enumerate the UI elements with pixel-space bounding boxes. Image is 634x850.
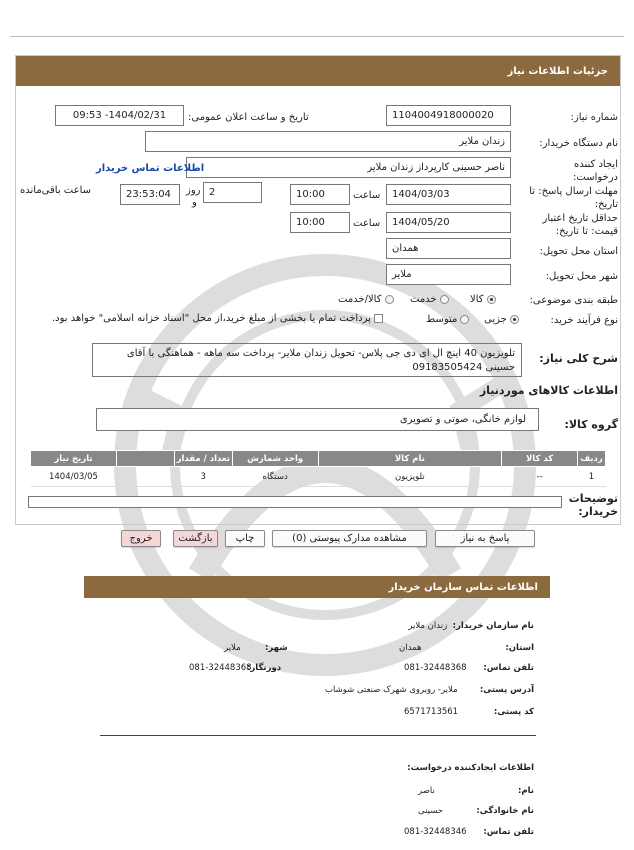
validity-date-field: 1404/05/20 <box>386 212 511 233</box>
description-label: شرح کلی نیاز: <box>539 352 618 365</box>
buyer-org-field: زندان ملایر <box>145 131 511 152</box>
announce-field: 1404/02/31- 09:53 <box>55 105 184 126</box>
deadline-label: مهلت ارسال پاسخ: تا تاریخ: <box>529 186 618 210</box>
and-label: و <box>192 197 197 208</box>
remaining-time-field: 23:53:04 <box>120 184 180 205</box>
goods-group-field: لوازم خانگی، صوتی و تصویری <box>96 408 539 431</box>
col-name: نام کالا <box>318 451 502 467</box>
radio-icon <box>460 315 469 324</box>
col-qty: تعداد / مقدار <box>174 451 232 467</box>
announce-label: تاریخ و ساعت اعلان عمومی: <box>188 112 309 123</box>
creator-phone: 081-32448346 <box>404 827 467 837</box>
contact-address: ملایر- روبروی شهرک صنعتی شوشاب <box>325 685 458 695</box>
contact-fax-label: دورنگار: <box>247 663 282 673</box>
category-goods-radio[interactable]: کالا <box>470 294 496 305</box>
back-button[interactable]: بازگشت <box>173 530 218 547</box>
validity-label: حداقل تاریخ اعتبار قیمت: تا تاریخ: <box>542 213 618 237</box>
creator-family-label: نام خانوادگی: <box>476 806 534 816</box>
contact-section-title: اطلاعات تماس سازمان خریدار <box>84 576 550 598</box>
validity-time-label: ساعت <box>353 218 381 229</box>
days-label: روز <box>186 185 201 196</box>
goods-table <box>30 450 606 487</box>
page-title: جزئیات اطلاعات نیاز <box>16 56 620 86</box>
goods-table-header <box>31 451 606 467</box>
creator-phone-label: تلفن تماس: <box>483 827 534 837</box>
top-divider <box>10 36 624 37</box>
col-code: کد کالا <box>502 451 578 467</box>
attachments-button[interactable]: مشاهده مدارک پیوستی (0) <box>272 530 427 547</box>
deadline-time-field: 10:00 <box>290 184 350 205</box>
remaining-days-field: 2 <box>203 182 262 203</box>
table-row: 1 -- تلویزیون دستگاه 3 1404/03/05 <box>31 467 606 487</box>
deadline-date-field: 1404/03/03 <box>386 184 511 205</box>
contact-city: ملایر <box>224 643 241 653</box>
creator-info-title: اطلاعات ایجادکننده درخواست: <box>407 763 534 773</box>
contact-postal: 6571713561 <box>404 707 459 717</box>
radio-selected-icon <box>510 315 519 324</box>
creator-name: ناصر <box>418 786 435 796</box>
city-label: شهر محل تحویل: <box>545 271 618 282</box>
contact-org: نام سازمان خریدار: زندان ملایر <box>408 621 534 631</box>
radio-icon <box>440 295 449 304</box>
contact-postal-label: کد پستی: <box>493 707 534 717</box>
city-field: ملایر <box>386 264 511 285</box>
contact-province: همدان <box>399 643 422 653</box>
buyer-contact-link[interactable]: اطلاعات تماس خریدار <box>96 163 205 174</box>
process-type-label: نوع فرآیند خرید: <box>550 315 618 326</box>
radio-icon <box>385 295 394 304</box>
contact-province-label: استان: <box>505 643 534 653</box>
deadline-time-label: ساعت <box>353 190 381 201</box>
contact-fax: 081-32448368 <box>189 663 252 673</box>
col-row: ردیف <box>578 451 606 467</box>
goods-section-title: اطلاعات کالاهای موردنیاز <box>479 384 618 397</box>
reply-button[interactable]: پاسخ به نیاز <box>435 530 535 547</box>
creator-field: ناصر حسینی کارپرداز زندان ملایر <box>186 157 511 178</box>
radio-selected-icon <box>487 295 496 304</box>
category-goods-service-radio[interactable]: کالا/خدمت <box>338 294 394 305</box>
col-date-2 <box>116 451 174 467</box>
description-field: تلویزیون 40 اینچ ال ای دی جی پلاس- تحویل زندان ملایر- پرداخت سه ماهه - هماهنگی با آقای حسینی 09183505424 <box>92 343 522 377</box>
buyer-org-label: نام دستگاه خریدار: <box>539 138 618 149</box>
creator-name-label: نام: <box>517 786 534 796</box>
contact-phone: 081-32448368 <box>404 663 467 673</box>
print-button[interactable]: چاپ <box>225 530 265 547</box>
validity-time-field: 10:00 <box>290 212 350 233</box>
buyer-notes-field <box>28 496 562 508</box>
province-field: همدان <box>386 238 511 259</box>
contact-address-label: آدرس پستی: <box>479 685 534 695</box>
checkbox-icon <box>374 314 383 323</box>
creator-label: ایجاد کننده درخواست: <box>573 159 618 183</box>
treasury-payment-checkbox[interactable]: پرداخت تمام یا بخشی از مبلغ خرید،از محل "اسناد خزانه اسلامی" خواهد بود. <box>52 313 383 324</box>
exit-button[interactable]: خروج <box>121 530 161 547</box>
buyer-notes-label: توضیحات خریدار: <box>568 492 618 518</box>
need-number-field: 1104004918000020 <box>386 105 511 126</box>
process-partial-radio[interactable]: جزیی <box>484 314 519 325</box>
category-label: طبقه بندی موضوعی: <box>529 295 618 306</box>
contact-phone-label: تلفن تماس: <box>483 663 534 673</box>
contact-divider <box>100 735 536 736</box>
goods-group-label: گروه کالا: <box>564 418 618 431</box>
category-service-radio[interactable]: خدمت <box>410 294 449 305</box>
need-number-label: شماره نیاز: <box>570 112 618 123</box>
col-unit: واحد شمارش <box>232 451 318 467</box>
process-medium-radio[interactable]: متوسط <box>426 314 469 325</box>
province-label: استان محل تحویل: <box>539 246 618 257</box>
remaining-time-label: ساعت باقی‌مانده <box>20 185 92 196</box>
col-date: تاریخ نیاز <box>31 451 117 467</box>
creator-family: حسینی <box>418 806 444 816</box>
contact-city-label: شهر: <box>265 643 288 653</box>
